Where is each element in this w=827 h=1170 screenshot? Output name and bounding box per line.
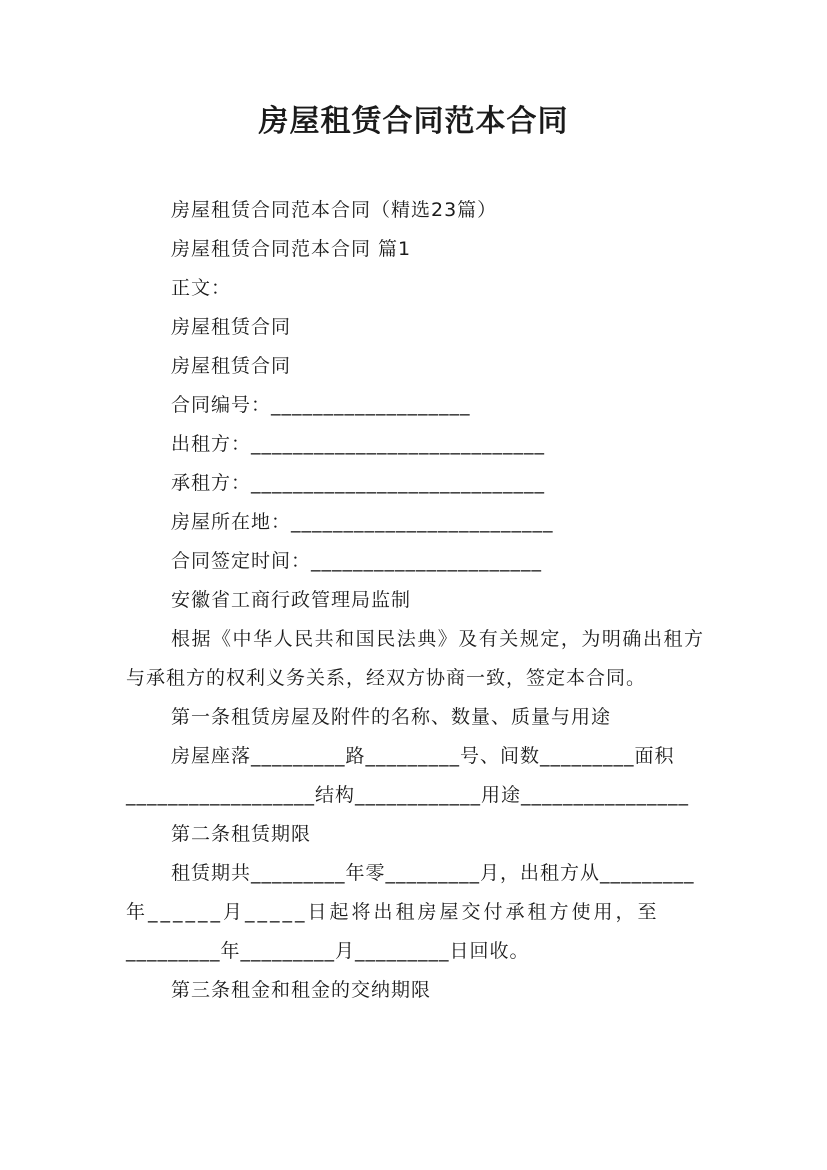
article-2-heading: 第二条租赁期限 [171, 823, 312, 845]
article-1-line: 房屋座落_________路_________号、间数_________面积 [171, 745, 675, 767]
article-2-line: 年______月_____日起将出租房屋交付承租方使用，至 [126, 901, 660, 923]
preamble-paragraph: 根据《中华人民共和国民法典》及有关规定，为明确出租方与承租方的权利义务关系，经双方协商一致，签定本合同。 [126, 628, 704, 689]
document-title: 房屋租赁合同范本合同 [258, 104, 569, 139]
article-2-line: 租赁期共_________年零_________月，出租方从_________ [171, 862, 695, 884]
supervisor-line: 安徽省工商行政管理局监制 [171, 589, 412, 611]
article-1-heading: 第一条租赁房屋及附件的名称、数量、质量与用途 [171, 706, 612, 728]
contract-heading: 房屋租赁合同 [171, 316, 292, 338]
lessee-field: 承租方：____________________________ [171, 472, 546, 494]
article-3-heading: 第三条租金和租金的交纳期限 [171, 979, 432, 1001]
contract-number-field: 合同编号：___________________ [171, 394, 471, 416]
subtitle-line: 房屋租赁合同范本合同（精选23篇） [171, 199, 498, 221]
chapter-heading: 房屋租赁合同范本合同 篇1 [171, 238, 412, 260]
signing-date-field: 合同签定时间：______________________ [171, 550, 543, 572]
document-body [126, 191, 704, 1010]
lessor-field: 出租方：____________________________ [171, 433, 546, 455]
article-1-line: __________________结构____________用途________________ [126, 784, 690, 806]
text-label: 正文： [171, 277, 232, 299]
contract-heading: 房屋租赁合同 [171, 355, 292, 377]
article-2-line: _________年_________月_________日回收。 [126, 940, 530, 962]
property-location-field: 房屋所在地：_________________________ [171, 511, 554, 533]
